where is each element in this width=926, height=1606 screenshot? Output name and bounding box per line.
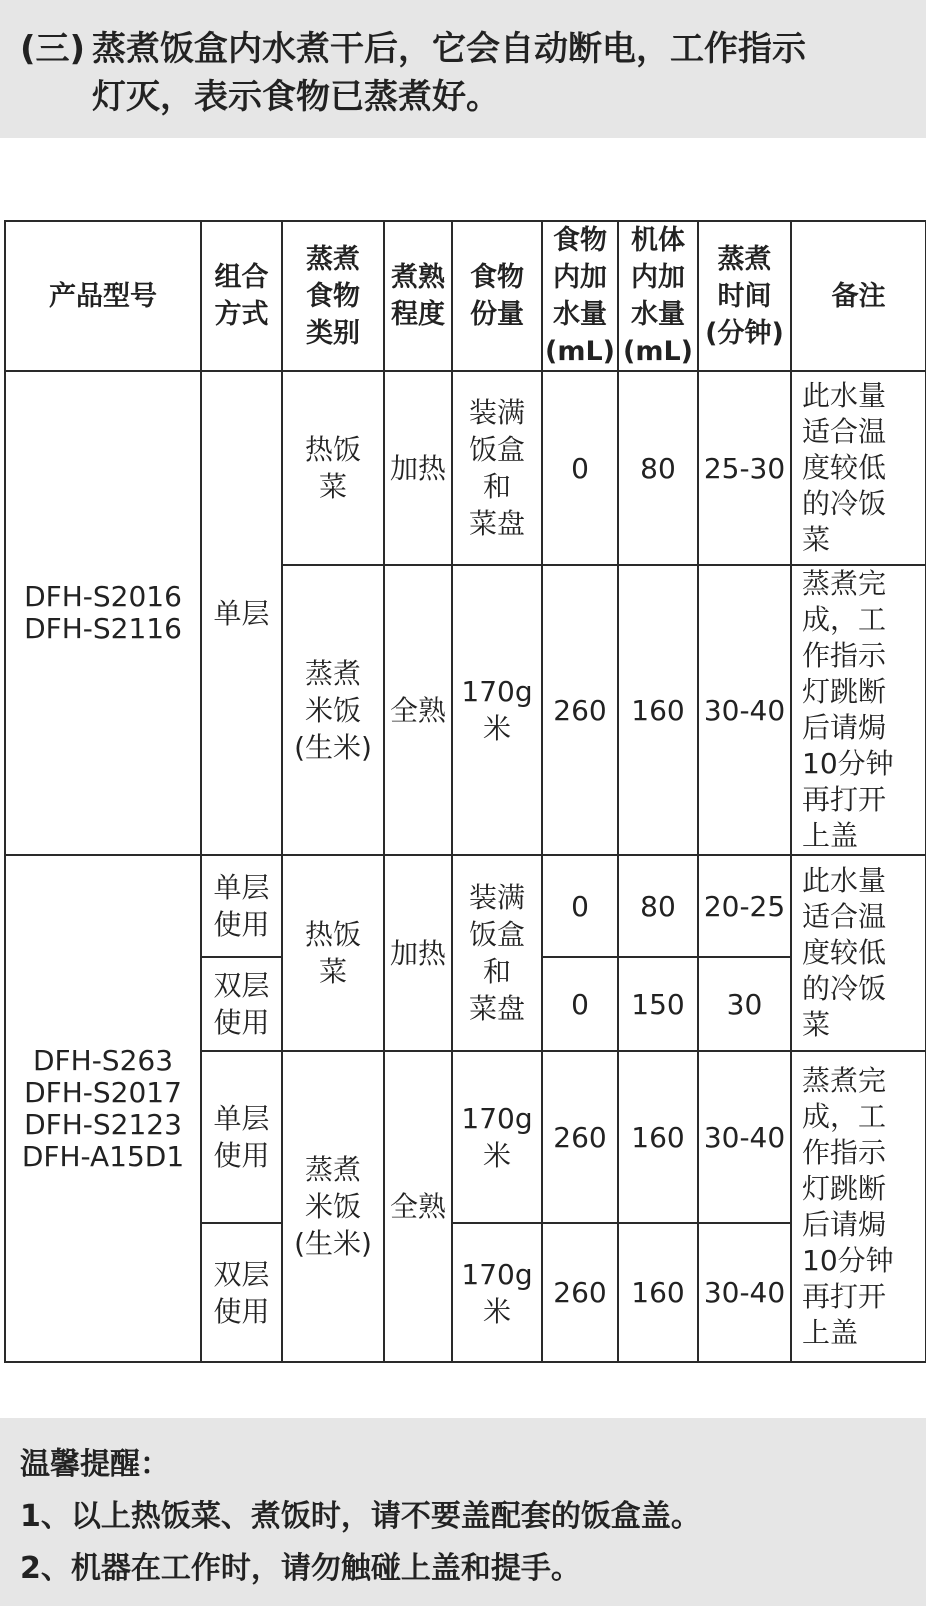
note-cell: 此水量 适合温 度较低 的冷饭 菜 — [791, 371, 926, 565]
header-body-water: 机体 内加 水量 (mL) — [618, 221, 698, 371]
portion-cell: 170g 米 — [452, 1051, 542, 1223]
time-cell: 30-40 — [698, 1223, 791, 1362]
portion-cell: 170g 米 — [452, 1223, 542, 1362]
doneness-cell: 全熟 — [384, 1051, 452, 1362]
table-header-row — [5, 221, 926, 371]
doneness-cell: 全熟 — [384, 565, 452, 855]
time-cell: 30 — [698, 957, 791, 1051]
food-type-cell: 热饭 菜 — [282, 371, 384, 565]
food-water-cell: 0 — [542, 371, 618, 565]
food-water-cell: 260 — [542, 565, 618, 855]
food-type-cell: 热饭 菜 — [282, 855, 384, 1051]
time-cell: 20-25 — [698, 855, 791, 957]
header-food-water: 食物 内加 水量 (mL) — [542, 221, 618, 371]
body-water-cell: 160 — [618, 1223, 698, 1362]
section-text-line-2: 灯灭，表示食物已蒸煮好。 — [92, 77, 500, 117]
table-row — [5, 855, 926, 957]
portion-cell: 装满 饭盒 和 菜盘 — [452, 371, 542, 565]
note-cell: 此水量 适合温 度较低 的冷饭 菜 — [791, 855, 926, 1051]
combo-cell: 单层 使用 — [201, 1051, 282, 1223]
section-text-line-1: 蒸煮饭盒内水煮干后，它会自动断电，工作指示 — [92, 29, 806, 69]
food-water-cell: 260 — [542, 1051, 618, 1223]
header-notes: 备注 — [791, 221, 926, 371]
tip-item-1: 1、以上热饭菜、煮饭时，请不要盖配套的饭盒盖。 — [20, 1499, 701, 1534]
body-water-cell: 150 — [618, 957, 698, 1051]
note-cell: 蒸煮完 成，工 作指示 灯跳断 后请焗 10分钟 再打开 上盖 — [791, 1051, 926, 1362]
time-cell: 30-40 — [698, 565, 791, 855]
food-type-cell: 蒸煮 米饭 (生米) — [282, 1051, 384, 1362]
food-water-cell: 260 — [542, 1223, 618, 1362]
model-cell: DFH-S263 DFH-S2017 DFH-S2123 DFH-A15D1 — [5, 855, 201, 1362]
section-number: (三) — [20, 29, 86, 69]
combo-cell: 双层 使用 — [201, 1223, 282, 1362]
tips-title: 温馨提醒： — [20, 1447, 170, 1482]
header-model: 产品型号 — [5, 221, 201, 371]
header-portion: 食物 份量 — [452, 221, 542, 371]
food-water-cell: 0 — [542, 855, 618, 957]
combo-cell: 单层 使用 — [201, 855, 282, 957]
note-cell: 蒸煮完 成，工 作指示 灯跳断 后请焗 10分钟 再打开 上盖 — [791, 565, 926, 855]
header-combo: 组合 方式 — [201, 221, 282, 371]
body-water-cell: 160 — [618, 1051, 698, 1223]
portion-cell: 170g 米 — [452, 565, 542, 855]
food-water-cell: 0 — [542, 957, 618, 1051]
header-time: 蒸煮 时间 (分钟) — [698, 221, 791, 371]
header-food-type: 蒸煮 食物 类别 — [282, 221, 384, 371]
body-water-cell: 80 — [618, 371, 698, 565]
time-cell: 25-30 — [698, 371, 791, 565]
body-water-cell: 80 — [618, 855, 698, 957]
body-water-cell: 160 — [618, 565, 698, 855]
combo-cell: 双层 使用 — [201, 957, 282, 1051]
model-cell: DFH-S2016 DFH-S2116 — [5, 371, 201, 855]
header-doneness: 煮熟 程度 — [384, 221, 452, 371]
time-cell: 30-40 — [698, 1051, 791, 1223]
portion-cell: 装满 饭盒 和 菜盘 — [452, 855, 542, 1051]
doneness-cell: 加热 — [384, 855, 452, 1051]
tip-item-2: 2、机器在工作时，请勿触碰上盖和提手。 — [20, 1551, 581, 1586]
steaming-spec-table — [4, 220, 926, 1363]
table-row — [5, 371, 926, 565]
food-type-cell: 蒸煮 米饭 (生米) — [282, 565, 384, 855]
combo-cell: 单层 — [201, 371, 282, 855]
doneness-cell: 加热 — [384, 371, 452, 565]
